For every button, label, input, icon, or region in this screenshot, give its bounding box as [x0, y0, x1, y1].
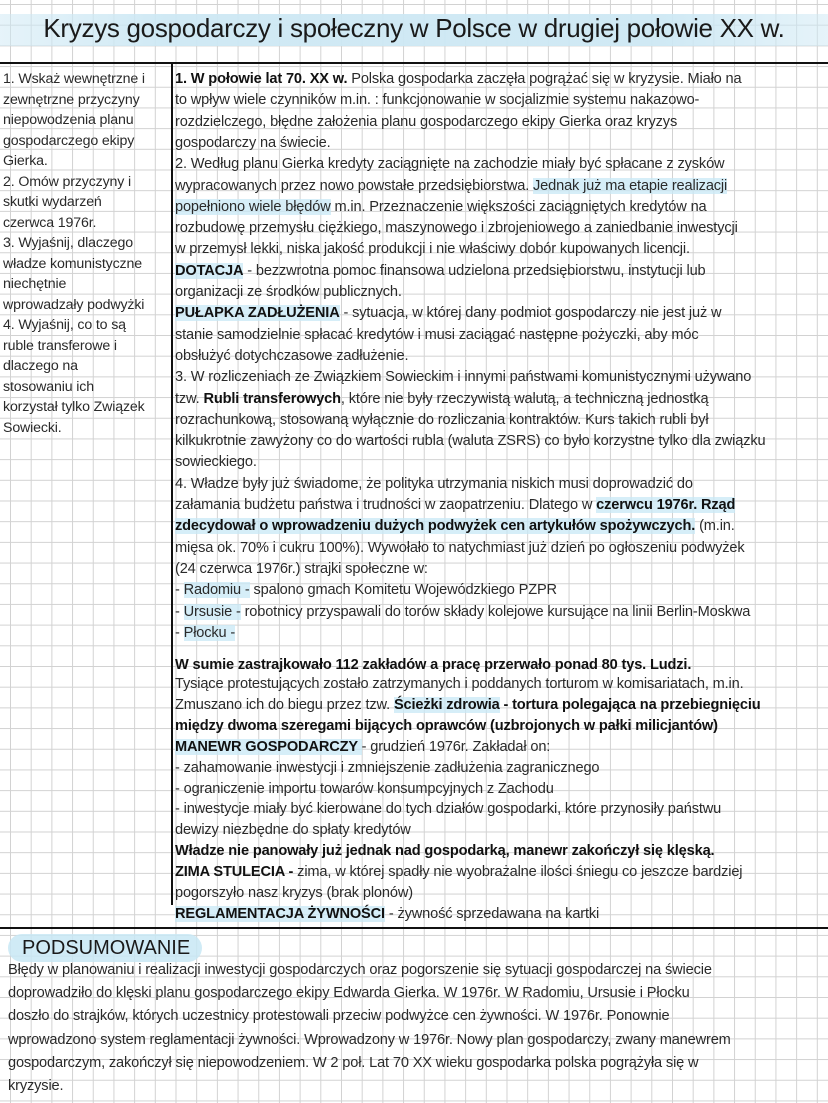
emphasized-text: między dwoma szeregami bijących oprawców (uzbrojonych w pałki milicjantów) [175, 717, 718, 734]
note-text: - żywność sprzedawana na kartki [384, 905, 600, 922]
note-text: - zahamowanie inwestycji i zmniejszenie zadłużenia zagranicznego [175, 759, 600, 776]
note-text: robotnicy przyspawali do torów składy kolejowe kursujące na linii Berlin-Moskwa [240, 603, 751, 620]
note-line [175, 113, 677, 131]
note-text: - sytuacja, w której dany podmiot gospodarczy nie jest już w [339, 305, 722, 322]
question-line: Gierka. [3, 153, 48, 169]
emphasized-text: 1. W połowie lat 70. XX w. [175, 71, 348, 87]
note-line [175, 517, 735, 535]
summary-heading: PODSUMOWANIE [8, 934, 202, 962]
note-text: 3. W rozliczeniach ze Związkiem Sowieckim i innymi państwami komunistycznymi używano [175, 369, 752, 386]
question-line: czerwca 1976r. [3, 214, 97, 231]
note-text: Tysiące protestujących zostało zatrzymanych i poddanych torturom w komisariatach, m.in. [175, 676, 744, 692]
note-text: - grudzień 1976r. Zakładał on: [361, 738, 551, 755]
note-line [175, 842, 714, 860]
note-text: spalono gmach Komitetu Wojewódzkiego PZPR [249, 582, 557, 599]
note-line [175, 262, 706, 280]
note-line [175, 326, 699, 344]
note-line [175, 717, 718, 735]
question-line: 2. Omów przyczyny i [3, 173, 132, 190]
question-line: władze komunistyczne [3, 255, 142, 272]
question-line: korzystał tylko Związek [3, 399, 145, 415]
note-text: 4. Władze były już świadome, że polityka utrzymania niskich musi doprowadzić do [175, 475, 693, 492]
note-text: stanie samodzielnie spłacać kredytów i musi zaciągać następne pożyczki, aby móc [175, 326, 699, 343]
bottom-divider [0, 927, 828, 929]
question-line: niechętnie [3, 276, 67, 292]
note-line [175, 70, 741, 88]
note-text: Polska gospodarka zaczęła pogrążać się w kryzysie. Miało na [347, 71, 742, 87]
note-line [175, 496, 735, 514]
note-text: kilkukrotnie zawyżony co do wartości rubla (waluta ZSRS) co było korzystne tylko dla związku [175, 433, 766, 450]
note-line [175, 884, 413, 902]
note-line [175, 675, 744, 693]
note-line [175, 368, 751, 386]
note-text: tzw. [175, 390, 204, 407]
note-text: Zmuszano ich do biegu przez tzw. [175, 696, 394, 713]
question-line: zewnętrzne przyczyny [3, 91, 140, 108]
column-divider [171, 63, 173, 905]
note-text: (m.in. [695, 518, 735, 535]
note-text: , które nie były rzeczywistą walutą, a techniczną jednostką [340, 390, 709, 407]
note-text: rozrachunkową, stosowaną wyłącznie do rozliczania kontraktów. Kurs takich rubli był [175, 411, 709, 428]
note-text: mięsa ok. 70% i cukru 100%). Wywołało to natychmiast już dzień po ogłoszeniu podwyżek [175, 539, 745, 556]
emphasized-text: Rubli transferowych [203, 390, 341, 407]
note-line [175, 177, 727, 195]
emphasized-text: MANEWR GOSPODARCZY [175, 738, 362, 755]
question-line: 3. Wyjaśnij, dlaczego [3, 235, 133, 251]
note-text: zima, w której spadły nie wyobrażalne ilości śniegu co jeszcze bardziej [293, 864, 743, 881]
emphasized-text: W sumie zastrajkowało 112 zakładów a pracę przerwało ponad 80 tys. Ludzi. [175, 657, 692, 673]
note-line [175, 624, 235, 642]
note-line [175, 581, 557, 599]
emphasized-text: czerwcu 1976r. Rząd [596, 497, 736, 513]
note-line [175, 91, 699, 109]
question-line: ruble transferowe i [3, 337, 117, 354]
emphasized-text: PUŁAPKA ZADŁUŻENIA [175, 305, 340, 322]
summary-line: Błędy w planowaniu i realizacji inwestycji gospodarczych oraz pogorszenie się sytuacji gospodarczej na świecie [8, 962, 712, 978]
note-line [175, 219, 738, 237]
note-text: m.in. Przeznaczenie większości zaciągniętych kredytów na [330, 198, 707, 215]
note-line [175, 759, 599, 777]
note-text: w przemysł lekki, niska jakość produkcji i nie właściwy dobór kupowanych licencji. [175, 241, 690, 258]
emphasized-text: ZIMA STULECIA - [175, 864, 294, 881]
note-text: załamania budżetu państwa i trudności w zaopatrzeniu. Dlatego w [175, 497, 597, 513]
emphasized-text: - tortura polegająca na przebiegnięciu [499, 696, 761, 713]
note-line [175, 453, 257, 471]
summary-line: kryzysie. [8, 1078, 64, 1094]
question-line: wprowadzały podwyżki [3, 296, 145, 313]
top-divider [0, 62, 828, 64]
page-title: Kryzys gospodarczy i społeczny w Polsce w drugiej połowie XX w. [43, 13, 785, 43]
summary-line: doprowadziło do klęski planu gospodarczego ekipy Edwarda Gierka. W 1976r. W Radomiu, Ursusie i Płocku [8, 985, 690, 1002]
note-line [175, 560, 428, 578]
note-line [175, 738, 550, 756]
note-text: (24 czerwca 1976r.) strajki społeczne w: [175, 560, 428, 577]
note-line [175, 696, 761, 714]
note-text: to wpływ wiele czynników m.in. : funkcjonowanie w socjalizmie systemu nakazowo- [175, 92, 700, 109]
note-text: - bezzwrotna pomoc finansowa udzielona przedsiębiorstwu, instytucji lub [243, 262, 706, 279]
note-text: - [175, 603, 184, 620]
emphasized-text: Władze nie panowały już jednak nad gospodarką, manewr zakończył się klęską. [175, 843, 715, 860]
note-line [175, 134, 331, 152]
note-line [175, 656, 691, 674]
note-text: rozbudowę przemysłu ciężkiego, maszynowego i zbrojeniowego a zaniedbanie inwestycji [175, 220, 738, 237]
note-text: Płocku - [183, 624, 236, 641]
note-line [175, 863, 742, 881]
note-text: rozdzielczego, błędne założenia planu gospodarczego ekipy Gierka oraz kryzys [175, 113, 678, 130]
note-text: gospodarczy na świecie. [175, 134, 331, 151]
note-text: 2. Według planu Gierka kredyty zaciągnięte na zachodzie miały być spłacane z zysków [175, 156, 725, 173]
note-text: Jednak już ma etapie realizacji [533, 177, 728, 194]
question-line: skutki wydarzeń [3, 194, 102, 210]
note-text: popełniono wiele błędów [175, 198, 331, 215]
emphasized-text: REGLAMENTACJA ŻYWNOŚCI [175, 905, 385, 922]
summary-line: wprowadzono system reglamentacji żywności. Wprowadzony w 1976r. Nowy plan gospodarczy, zwany manewrem [8, 1031, 731, 1048]
question-line: niepowodzenia planu [3, 112, 134, 128]
note-line [175, 821, 411, 839]
emphasized-text: zdecydował o wprowadzeniu dużych podwyżek cen artykułów spożywczych. [175, 518, 696, 535]
note-text: pogorszyło nasz kryzys (brak plonów) [175, 885, 413, 901]
question-line: Sowiecki. [3, 419, 62, 436]
question-line: stosowaniu ich [3, 378, 94, 395]
note-line [175, 390, 708, 408]
note-line [175, 347, 408, 365]
note-line [175, 603, 750, 621]
note-text: - ograniczenie importu towarów konsumpcyjnych z Zachodu [175, 780, 554, 797]
note-line [175, 155, 724, 173]
note-line [175, 780, 554, 798]
emphasized-text: DOTACJA [175, 262, 244, 279]
note-text: Ursusie - [183, 603, 241, 620]
question-line: 1. Wskaż wewnętrzne i [3, 71, 145, 87]
note-line [175, 539, 745, 557]
note-line [175, 411, 708, 429]
note-text: sowieckiego. [175, 454, 257, 471]
note-line [175, 800, 721, 818]
note-text: dewizy niezbędne do spłaty kredytów [175, 822, 411, 839]
summary-line: gospodarczym, zakończył się niepowodzeniem. W 2 poł. Lat 70 XX wieku gospodarka polska pogrążyła się w [8, 1054, 699, 1071]
question-line: gospodarczego ekipy [3, 132, 135, 149]
note-text: wypracowanych przez nowo powstałe przedsiębiorstwa. [175, 177, 534, 194]
question-line: dlaczego na [3, 358, 78, 374]
note-text: - inwestycje miały być kierowane do tych działów gospodarki, które przynosiły państwu [175, 801, 722, 818]
note-line [175, 304, 721, 322]
question-line: 4. Wyjaśnij, co to są [3, 317, 126, 333]
note-text: Radomiu - [183, 582, 250, 599]
note-line [175, 432, 765, 450]
note-text: - [175, 624, 184, 641]
summary-line: doszło do strajków, których uczestnicy protestowali przeciw podwyżce cen żywności. W 1976r. Ponownie [8, 1008, 670, 1025]
note-text: organizacji ze środków publicznych. [175, 284, 402, 300]
note-line [175, 198, 707, 216]
note-text: - [175, 582, 184, 599]
note-line [175, 475, 693, 493]
note-text: obsłużyć dotychczasowe zadłużenie. [175, 347, 409, 364]
note-line [175, 905, 599, 923]
emphasized-text: Ścieżki zdrowia [393, 696, 500, 713]
note-line [175, 240, 690, 258]
note-line [175, 283, 402, 301]
